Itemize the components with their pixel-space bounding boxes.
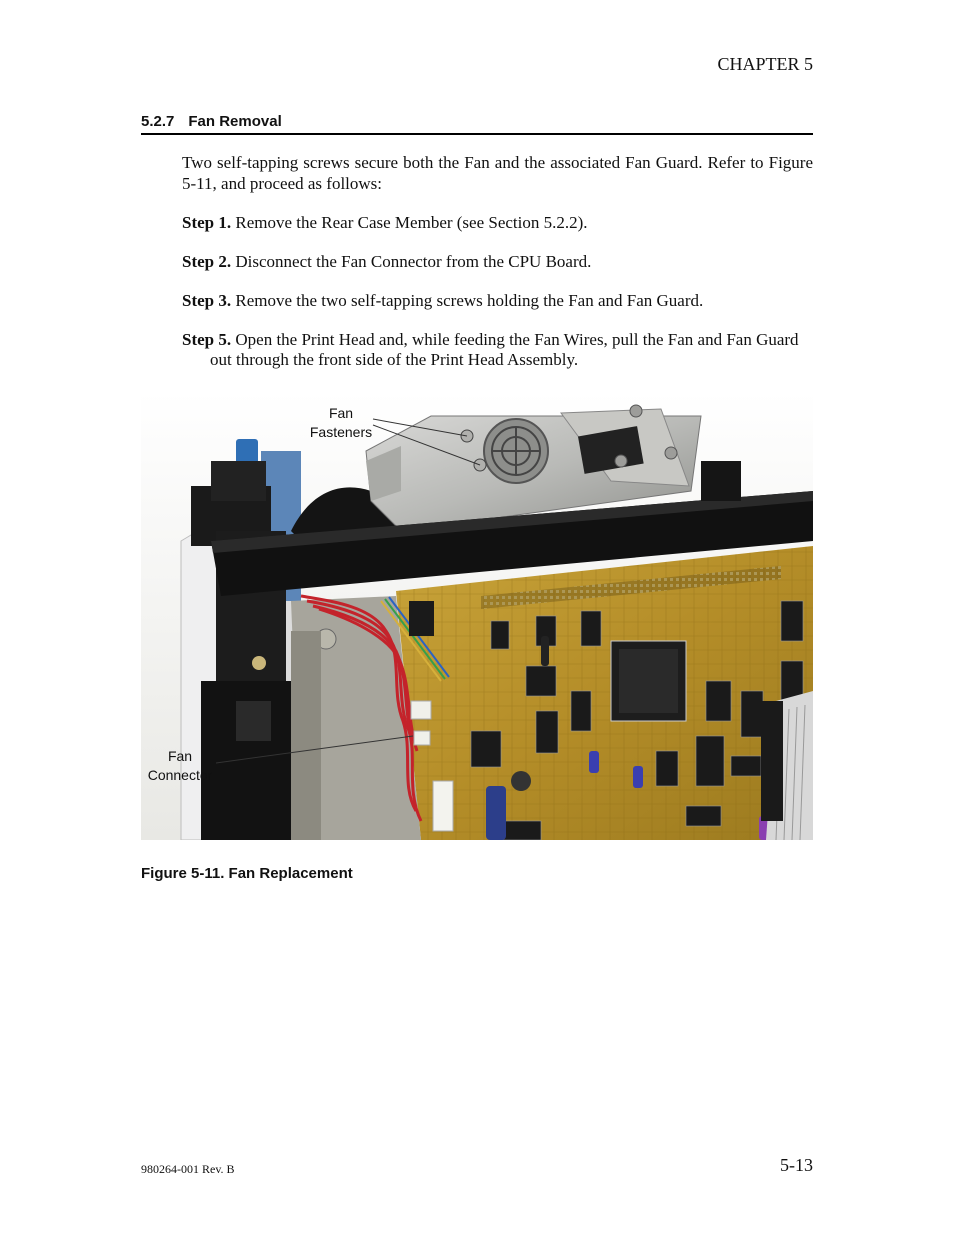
callout-line: Fan (328, 405, 354, 421)
fan-connector-callout (141, 747, 219, 785)
step-3 (182, 291, 813, 311)
section-rule (141, 133, 813, 135)
document-number: 980264-001 Rev. B (141, 1162, 235, 1176)
section-heading (141, 113, 282, 130)
step-text: Open the Print Head and, while feeding the Fan Wires, pull the Fan and Fan Guard out through the front side of the Print Head Assembly. (210, 330, 799, 369)
step-label: Step 5. (182, 330, 232, 349)
step-label: Step 1. (182, 213, 232, 232)
step-5 (182, 330, 810, 370)
step-label: Step 3. (182, 291, 232, 310)
figure-caption: Figure 5-11. Fan Replacement (141, 865, 353, 882)
step-text: Remove the Rear Case Member (see Section 5.2.2). (235, 213, 588, 232)
section-title: Fan Removal (188, 113, 282, 130)
step-2 (182, 252, 813, 272)
callout-line: Fasteners (309, 424, 373, 440)
fan-fasteners-callout (301, 404, 381, 442)
section-number: 5.2.7 (141, 113, 175, 130)
fan-replacement-photo (141, 391, 813, 840)
step-1 (182, 213, 813, 233)
callout-line: Connector (147, 767, 213, 783)
page-number: 5-13 (780, 1155, 813, 1175)
step-text: Disconnect the Fan Connector from the CPU Board. (235, 252, 592, 271)
step-label: Step 2. (182, 252, 232, 271)
chapter-header: CHAPTER 5 (717, 54, 813, 74)
callout-line: Fan (167, 748, 193, 764)
step-text: Remove the two self-tapping screws holding the Fan and Fan Guard. (235, 291, 704, 310)
intro-paragraph: Two self-tapping screws secure both the Fan and the associated Fan Guard. Refer to Figure 5-11, and proceed as follows: (182, 153, 813, 193)
